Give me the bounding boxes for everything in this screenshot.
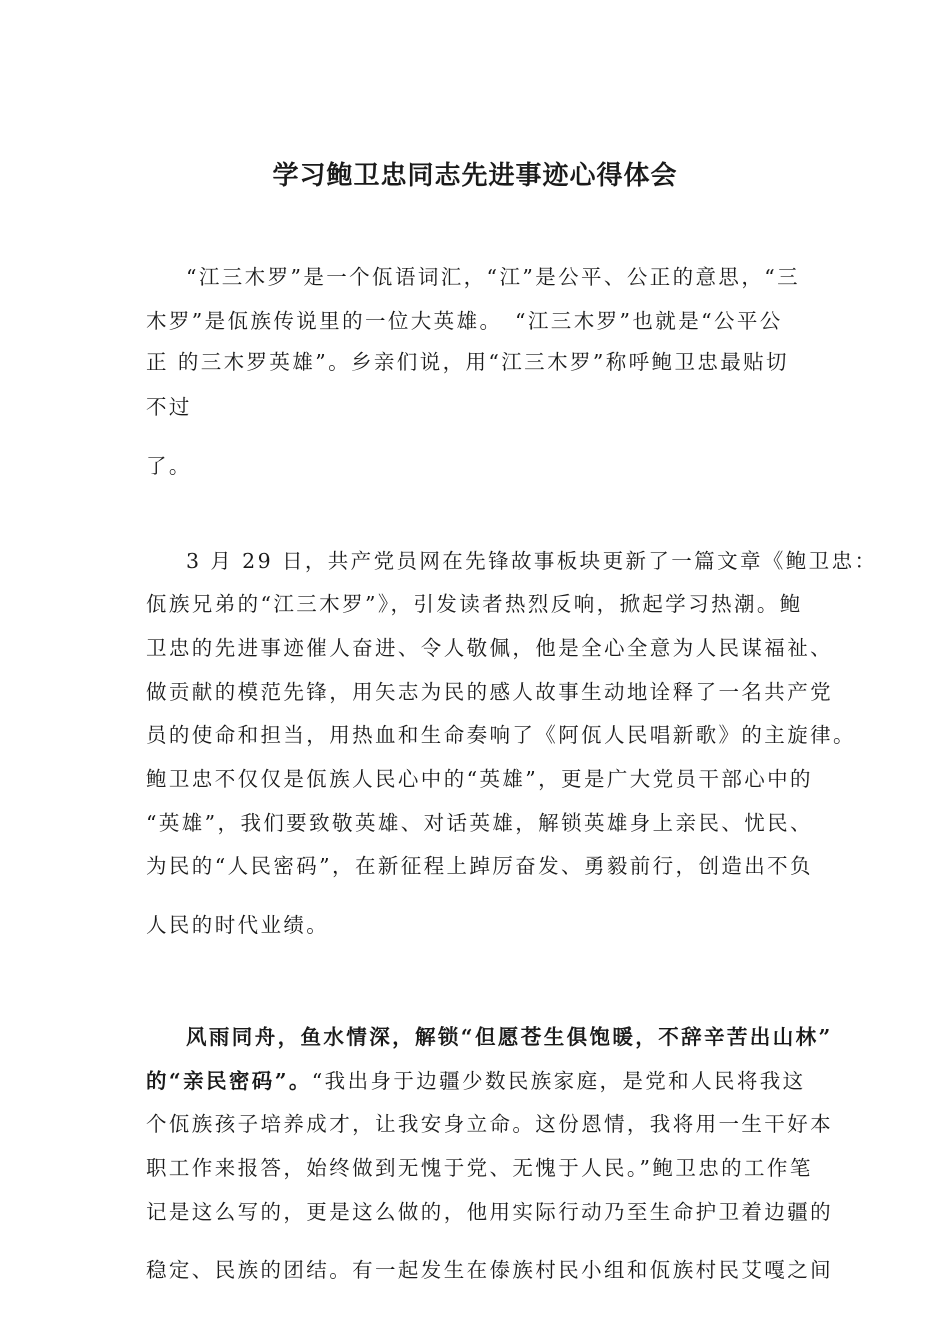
paragraph-2-line-9: 人民的时代业绩。 [146, 913, 330, 937]
paragraph-3-heading-line-1: 风雨同舟，鱼水情深，解锁“但愿苍生俱饱暖，不辞辛苦出山林” [186, 1025, 833, 1049]
paragraph-3-line-2-text: “我出身于边疆少数民族家庭，是党和人民将我这 [311, 1069, 806, 1093]
paragraph-2-line-8: 为民的“人民密码”，在新征程上踔厉奋发、勇毅前行，创造出不负 [146, 854, 813, 878]
paragraph-2-line-3: 卫忠的先进事迹催人奋进、令人敬佩，他是全心全意为人民谋福祉、 [146, 636, 833, 660]
paragraph-3-line-3: 个佤族孩子培养成才，让我安身立命。这份恩情，我将用一生干好本 [146, 1112, 833, 1136]
paragraph-1-line-3: 正 的三木罗英雄”。乡亲们说，用“江三木罗”称呼鲍卫忠最贴切 [146, 350, 789, 374]
paragraph-2-line-5: 员的使命和担当，用热血和生命奏响了《阿佤人民唱新歌》的主旋律。 [146, 723, 856, 747]
paragraph-2-line-2: 佤族兄弟的“江三木罗”》，引发读者热烈反响，掀起学习热潮。鲍 [146, 592, 803, 616]
document-title: 学习鲍卫忠同志先进事迹心得体会 [272, 161, 678, 191]
paragraph-1-line-5: 了。 [146, 454, 192, 478]
paragraph-2-line-1: 3 月 29 日，共产党员网在先锋故事板块更新了一篇文章《鲍卫忠： [186, 549, 878, 573]
paragraph-3-line-5: 记是这么写的，更是这么做的，他用实际行动乃至生命护卫着边疆的 [146, 1200, 833, 1224]
paragraph-2-line-7: “英雄”，我们要致敬英雄、对话英雄，解锁英雄身上亲民、忧民、 [146, 811, 813, 835]
paragraph-2-line-4: 做贡献的模范先锋，用矢志为民的感人故事生动地诠释了一名共产党 [146, 680, 833, 704]
paragraph-3-heading-bold: 的“亲民密码”。 [146, 1069, 312, 1093]
paragraph-3-line-4: 职工作来报答，始终做到无愧于党、无愧于人民。”鲍卫忠的工作笔 [146, 1156, 813, 1180]
paragraph-3-line-6: 稳定、民族的团结。有一起发生在傣族村民小组和佤族村民艾嘎之间 [146, 1258, 833, 1282]
paragraph-1-line-4: 不过 [146, 395, 192, 419]
paragraph-3-line-2 [146, 1066, 816, 1096]
paragraph-1-line-2: 木罗”是佤族传说里的一位大英雄。 “江三木罗”也就是“公平公 [146, 309, 783, 333]
paragraph-2-line-6: 鲍卫忠不仅仅是佤族人民心中的“英雄”，更是广大党员干部心中的 [146, 767, 813, 791]
paragraph-1-line-1: “江三木罗”是一个佤语词汇，“江”是公平、公正的意思，“三 [186, 265, 800, 289]
